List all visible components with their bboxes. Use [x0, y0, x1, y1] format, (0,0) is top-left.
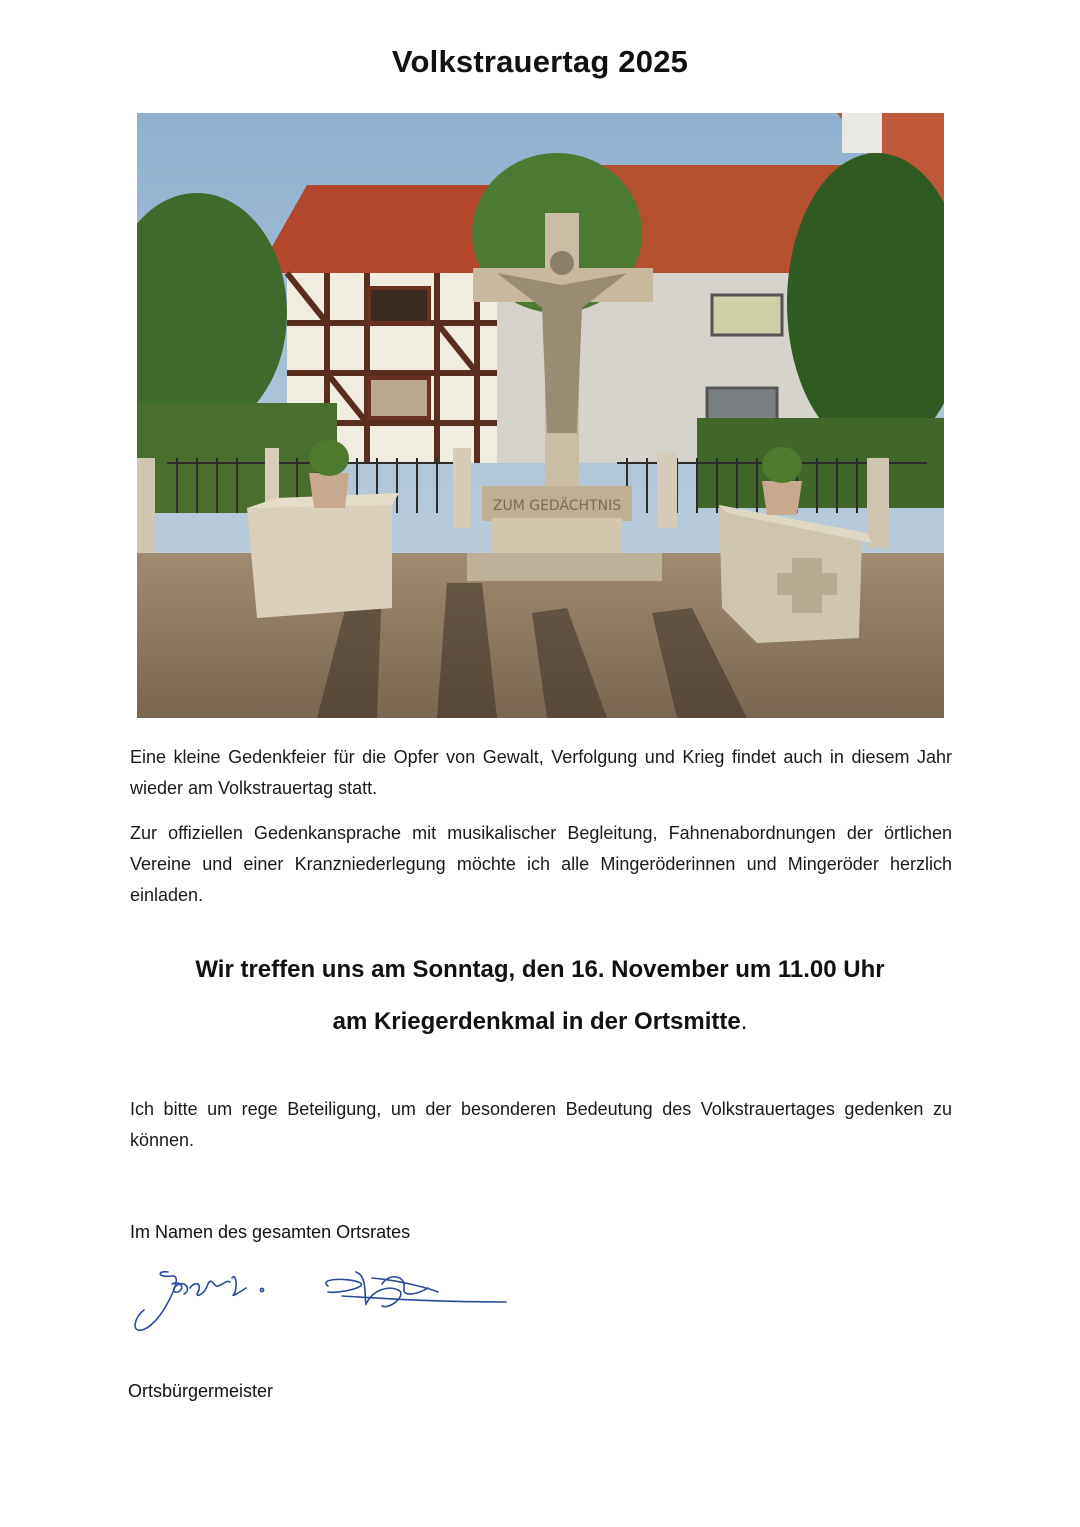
handwritten-signature — [128, 1258, 508, 1338]
meeting-place-period: . — [740, 1008, 748, 1035]
document-title: Volkstrauertag 2025 — [391, 44, 689, 79]
memorial-photo — [137, 113, 944, 718]
closing-line: Im Namen des gesamten Ortsrates — [130, 1222, 411, 1242]
intro-paragraph: Eine kleine Gedenkfeier für die Opfer von Gewalt, Verfolgung und Krieg findet auch in diesem Jahr wieder am Volkstrauertag statt. — [130, 747, 952, 798]
meeting-place-line — [0, 1008, 1080, 1036]
invitation-paragraph: Zur offiziellen Gedenkansprache mit musikalischer Begleitung, Fahnenabordnungen der örtlichen Vereine und einer Kranzniederlegung möchte ich alle Mingeröderinnen und Mingeröder herzlich einladen. — [130, 823, 952, 905]
mayor-title: Ortsbürgermeister — [128, 1381, 274, 1401]
request-paragraph: Ich bitte um rege Beteiligung, um der besonderen Bedeutung des Volkstrauertages gedenken zu können. — [130, 1099, 952, 1150]
monument-inscription: ZUM GEDÄCHTNIS — [492, 498, 622, 514]
meeting-place-text: am Kriegerdenkmal in der Ortsmitte — [332, 1008, 741, 1035]
meeting-date-line: Wir treffen uns am Sonntag, den 16. November um 11.00 Uhr — [195, 956, 885, 983]
